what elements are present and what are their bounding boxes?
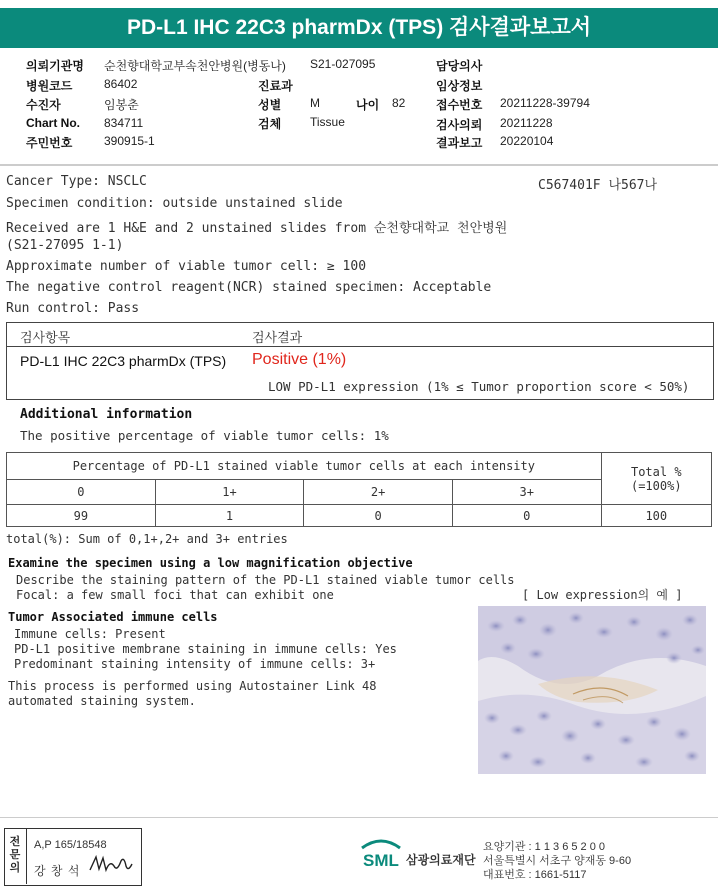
result-item-header: 검사항목 (20, 330, 71, 345)
pathologist-name: 강 창 석 (34, 864, 81, 878)
total-header (601, 453, 711, 505)
report-date-label: 결과보고 (436, 136, 483, 150)
test-result: Positive (1%) (252, 351, 347, 368)
ncr-status: The negative control reagent(NCR) stained specimen: Acceptable (6, 280, 492, 295)
total-header-line1: Total % (630, 464, 682, 479)
viable-tumor-cells: Approximate number of viable tumor cell: ≥ 100 (6, 259, 367, 274)
result-box-divider (6, 346, 714, 347)
received-ref: (S21-27095 1-1) (6, 238, 124, 253)
intensity-value: 0 (304, 505, 453, 527)
request-date-label: 검사의뢰 (436, 118, 483, 132)
collector-label: 수진자 (26, 98, 61, 112)
hospital-code-label: 병원코드 (26, 79, 73, 93)
signature-icon (88, 852, 134, 881)
report-title: PD-L1 IHC 22C3 pharmDx (TPS) 검사결과보고서 (0, 8, 718, 48)
institution-value: 순천향대학교부속천안병원(병동나) (104, 59, 286, 73)
stamp-label: 전문의 (9, 836, 21, 874)
intensity-level: 3+ (452, 480, 601, 505)
receipt-no-label: 접수번호 (436, 98, 483, 112)
intensity-value: 1 (155, 505, 304, 527)
process-line2: automated staining system. (8, 694, 196, 708)
run-control: Run control: Pass (6, 301, 140, 316)
process-line1: This process is performed using Autostainer Link 48 (8, 679, 377, 693)
footer-divider (0, 817, 718, 818)
chart-no-value: 834711 (104, 116, 144, 130)
doctor-label: 담당의사 (436, 59, 483, 73)
received-slides: Received are 1 H&E and 2 unstained slides from 순천향대학교 천안병원 (6, 221, 508, 236)
org-name: 삼광의료재단 (406, 853, 476, 867)
org-code: 요양기관 : 1 1 3 6 5 2 0 0 (483, 841, 606, 853)
age-value: 82 (392, 96, 406, 110)
sex-value: M (310, 96, 320, 110)
resident-no-label: 주민번호 (26, 136, 73, 150)
positive-percentage: The positive percentage of viable tumor cells: 1% (20, 428, 389, 443)
total-note: total(%): Sum of 0,1+,2+ and 3+ entries (6, 532, 288, 546)
specimen-value: Tissue (310, 115, 345, 129)
institution-label: 의뢰기관명 (26, 59, 84, 73)
header-divider (0, 164, 718, 166)
clinical-info-label: 임상정보 (436, 79, 483, 93)
image-caption: [ Low expression의 예 ] (522, 588, 683, 602)
specimen-label: 검체 (258, 117, 282, 131)
examine-heading: Examine the specimen using a low magnification objective (8, 556, 413, 570)
intensity-value: 99 (7, 505, 156, 527)
org-phone: 대표번호 : 1661-5117 (483, 869, 587, 881)
dept-label: 진료과 (258, 79, 293, 93)
immune-line2: PD-L1 positive membrane staining in immune cells: Yes (14, 642, 397, 656)
micrograph-image (478, 606, 706, 774)
org-logo-text: SML (363, 851, 399, 870)
immune-line1: Immune cells: Present (14, 627, 166, 641)
request-date-value: 20211228 (500, 116, 553, 130)
sex-label: 성별 (258, 98, 282, 112)
immune-heading: Tumor Associated immune cells (8, 610, 218, 624)
examine-line1: Describe the staining pattern of the PD-L1 stained viable tumor cells (16, 573, 515, 587)
intensity-level: 1+ (155, 480, 304, 505)
receipt-no-value: 20211228-39794 (500, 96, 590, 110)
specimen-code: C567401F 나567나 (538, 178, 658, 193)
intensity-total: 100 (601, 505, 711, 527)
sml-logo-icon (358, 836, 404, 881)
immune-line3: Predominant staining intensity of immune cells: 3+ (14, 657, 376, 671)
collector-value: 임봉춘 (104, 98, 139, 112)
age-label: 나이 (356, 98, 380, 112)
institution-code: S21-027095 (310, 57, 376, 71)
hospital-code-value: 86402 (104, 77, 138, 91)
chart-no-label: Chart No. (26, 116, 80, 130)
intensity-level: 2+ (304, 480, 453, 505)
result-value-header: 검사결과 (252, 330, 303, 345)
org-address: 서울특별시 서초구 양재동 9-60 (483, 855, 632, 867)
intensity-table-header: Percentage of PD-L1 stained viable tumor cells at each intensity (7, 453, 602, 480)
intensity-level: 0 (7, 480, 156, 505)
resident-no-value: 390915-1 (104, 134, 155, 148)
intensity-table (6, 452, 712, 527)
cancer-type: Cancer Type: NSCLC (6, 174, 147, 189)
expression-level: LOW PD-L1 expression (1% ≤ Tumor proportion score < 50%) (268, 379, 690, 394)
examine-line2: Focal: a few small foci that can exhibit one (16, 588, 334, 602)
report-date-value: 20220104 (500, 134, 554, 148)
specimen-condition: Specimen condition: outside unstained slide (6, 196, 343, 211)
test-name: PD-L1 IHC 22C3 pharmDx (TPS) (20, 353, 227, 369)
intensity-value: 0 (452, 505, 601, 527)
additional-heading: Additional information (20, 407, 193, 422)
total-header-line2: (=100%) (630, 478, 682, 493)
ap-number: A,P 165/18548 (34, 839, 107, 851)
